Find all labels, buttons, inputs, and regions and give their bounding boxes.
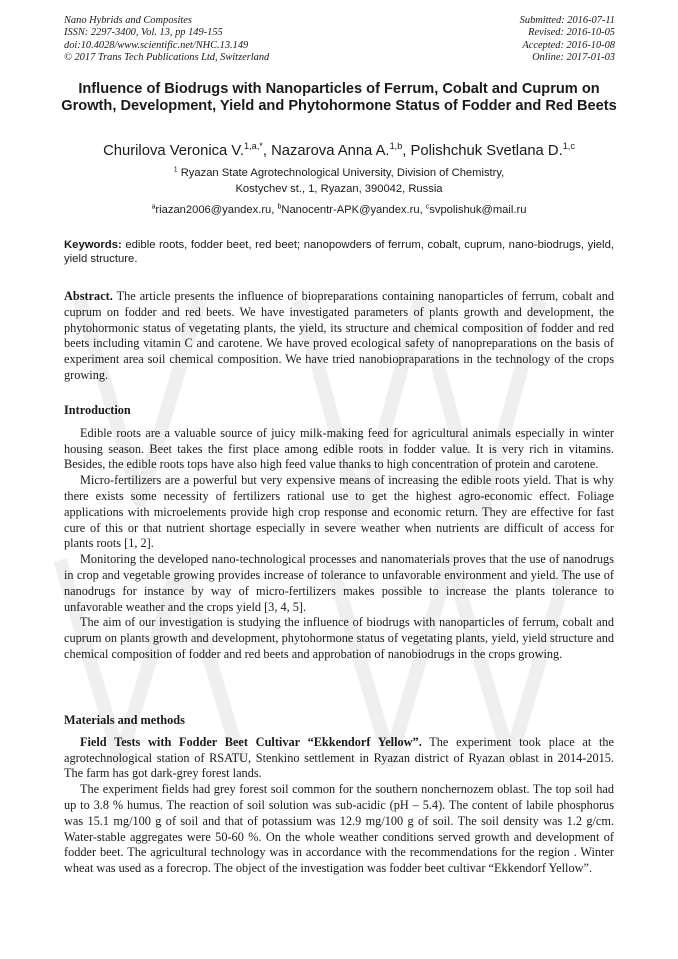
affiliation-address: Kostychev st., 1, Ryazan, 390042, Russia <box>235 182 443 195</box>
paper-title: Influence of Biodrugs with Nanoparticles of Ferrum, Cobalt and Cuprum on Growth, Development, Yield and Phytohormone Status of Fodder and Red Beets <box>61 81 617 115</box>
publication-dates <box>520 15 615 64</box>
journal-issn: ISSN: 2297-3400, Vol. 13, pp 149-155 <box>64 27 223 39</box>
introduction-section <box>64 403 614 663</box>
paragraph: Edible roots are a valuable source of juicy milk-making feed for agricultural animals especially in winter housing season. Beet takes the first place among edible roots in fodder value. It is very rich in vitamins. Besides, the edible roots tops have also high feed value thanks to high concentration of protein and carotene. <box>64 425 614 472</box>
keywords-label: Keywords: <box>64 239 122 251</box>
abstract-text: The article presents the influence of biopreparations containing nanoparticles of ferrum, cobalt and cuprum on fodder and red beets. We have investigated parameters of plants growth and development, the phytohormonic status of vegetating plants, the yield, its structure and chemical composition of fodder and red beets including vitamin C and carotene. We have proved ecological safety of nanopreparations on the basis of experiment area soil chemical composition. We have tried nanobiopraparations in the technology of the crops growing. <box>64 289 614 382</box>
paragraph: The experiment fields had grey forest soil common for the southern nonchernozem oblast. The top soil had up to 3.8 % humus. The reaction of soil solution was sub-acidic (pH – 5.4). The content of labile phosphorus was 15.1 mg/100 g of soil and that of potassium was 12.9 mg/100 g of soil. The soil density was 1.2 g/cm. Water-stable aggregates were 50-60 %. On the whole weather conditions served growth and development of fodder beet. The agricultural technology was in accordance with the recommendations for the region . Winter wheat was used as a forecrop. The object of the investigation was fodder beet cultivar “Ekkendorf Yellow”. <box>64 782 614 876</box>
journal-copyright: © 2017 Trans Tech Publications Ltd, Switzerland <box>64 51 270 63</box>
email-link[interactable]: svpolishuk@mail.ru <box>429 204 527 216</box>
journal-doi: doi:10.4028/www.scientific.net/NHC.13.149 <box>64 39 249 51</box>
date-online: Online: 2017-01-03 <box>532 51 615 63</box>
journal-info <box>64 15 269 64</box>
paragraph: Monitoring the developed nano-technological processes and nanomaterials proves that the use of nanodrugs in crop and vegetable growing provides increase of tolerance to unfavorable environment and yield. The use of nanodrugs for instance by way of micro-fertilizers makes possible to increase the plants tolerance to unfavorable weather and the crops yield [3, 4, 5]. <box>64 552 614 614</box>
email-mark: b <box>277 203 282 211</box>
author-name: Churilova Veronica V. <box>103 143 245 159</box>
date-accepted: Accepted: 2016-10-08 <box>522 39 615 51</box>
paragraph: The aim of our investigation is studying the influence of biodrugs with nanoparticles of ferrum, cobalt and cuprum on plants growth and development, phytohormone status of vegetating plants, yield, yield structure and chemical composition of fodder and red beets and approbation of nanobiodrugs in the crops growing. <box>64 615 614 661</box>
author-emails <box>60 203 618 217</box>
keywords <box>64 238 614 267</box>
section-heading: Introduction <box>64 403 131 417</box>
abstract <box>64 289 614 384</box>
author-name: Polishchuk Svetlana D. <box>410 143 563 159</box>
email-link[interactable]: riazan2006@yandex.ru, <box>155 204 278 216</box>
author-list <box>40 142 638 160</box>
author-separator: , <box>402 143 411 159</box>
author-affiliation-mark: 1,c <box>562 141 575 152</box>
subsection-lead: Field Tests with Fodder Beet Cultivar “Ekkendorf Yellow”. <box>80 734 422 749</box>
date-revised: Revised: 2016-10-05 <box>528 27 615 39</box>
email-link[interactable]: Nanocentr-APK@yandex.ru, <box>281 204 426 216</box>
author-affiliation-mark: 1,a,* <box>244 141 263 152</box>
affiliation <box>60 166 618 198</box>
keywords-text: edible roots, fodder beet, red beet; nanopowders of ferrum, cobalt, cuprum, nano-biodrugs, yield, yield structure. <box>64 239 614 266</box>
author-separator: , <box>262 143 272 159</box>
email-mark: c <box>425 203 430 211</box>
paragraph <box>64 735 614 782</box>
author-name: Nazarova Anna A. <box>271 143 390 159</box>
abstract-label: Abstract. <box>64 289 113 303</box>
methods-section <box>64 713 614 877</box>
affiliation-mark: 1 <box>173 166 178 174</box>
journal-name: Nano Hybrids and Composites <box>64 15 192 26</box>
section-heading: Materials and methods <box>64 713 185 727</box>
paragraph: Micro-fertilizers are a powerful but very expensive means of increasing the edible roots yield. That is why there exists some necessity of fertilizers rational use to get the highest agro-economic effect. Foliage applications with microelements provide high crop response and economic return. They are effective for fast cure of this or that nutrient shortage especially in severe weather when nutrients are difficult of access for plants roots [1, 2]. <box>64 473 614 551</box>
date-submitted: Submitted: 2016-07-11 <box>519 15 615 26</box>
affiliation-line: Ryazan State Agrotechnological University, Division of Chemistry, <box>180 167 505 179</box>
paragraph-text: The experiment took place at the agrotechnological station of RSATU, Stenkino settlement in Ryazan district of Ryazan oblast in 2014-2015. The farm has got dark-grey forest lands. <box>64 734 614 781</box>
author-affiliation-mark: 1,b <box>389 141 403 152</box>
email-mark: a <box>151 203 156 211</box>
